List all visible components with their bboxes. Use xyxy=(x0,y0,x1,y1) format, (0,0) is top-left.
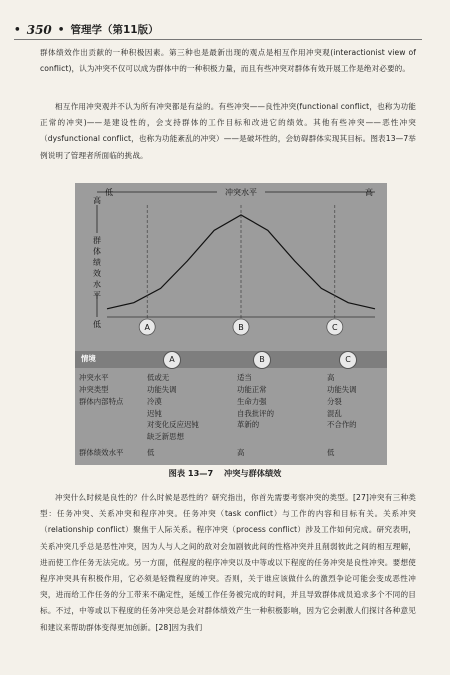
cell-a-performance-level: 低 xyxy=(147,448,155,457)
y-axis-high-label: 高 xyxy=(93,196,101,205)
x-axis-high-label: 高 xyxy=(365,188,373,197)
y-axis-label-char: 绩 xyxy=(93,258,101,267)
x-axis-label: 冲突水平 xyxy=(225,188,257,197)
page-header xyxy=(14,22,159,37)
cell-b-group-characteristics: 生命力强 自我批评的 革新的 xyxy=(237,397,274,429)
cell-c-conflict-type: 功能失调 xyxy=(327,385,357,394)
book-title: 管理学（第11版） xyxy=(70,24,159,36)
row-label-performance-level: 群体绩效水平 xyxy=(79,448,124,457)
cell-a-conflict-type: 功能失调 xyxy=(147,385,177,394)
figure-13-7 xyxy=(75,183,387,465)
cell-a-conflict-level: 低或无 xyxy=(147,373,170,382)
y-axis-label-char: 群 xyxy=(93,236,101,245)
y-axis-label-char: 效 xyxy=(93,269,101,278)
y-axis-label-char: 平 xyxy=(93,291,101,300)
y-axis-low-label: 低 xyxy=(93,320,101,329)
cell-b-conflict-type: 功能正常 xyxy=(237,385,267,394)
table-header-col-a: A xyxy=(163,351,181,369)
header-bullet-right: • xyxy=(57,23,65,36)
conflict-performance-chart xyxy=(75,183,387,351)
cell-c-group-characteristics: 分裂 混乱 不合作的 xyxy=(327,397,357,429)
paragraph-1: 群体绩效作出贡献的一种积极因素。第三种也是最新出现的观点是相互作用冲突观(interactionist view of conflict)，认为冲突不仅可以成为群体中的一种积极力量，而且有些冲突对群体有效开展工作是绝对必要的。 xyxy=(40,48,416,74)
y-axis-label-char: 体 xyxy=(93,247,101,256)
y-axis-label-char: 水 xyxy=(93,280,101,289)
cell-a-group-characteristics: 冷漠 迟钝 对变化反应迟钝 缺乏新思想 xyxy=(147,397,199,441)
header-rule xyxy=(14,39,422,40)
header-bullet-left: • xyxy=(14,23,21,36)
cell-c-conflict-level: 高 xyxy=(327,373,335,382)
situation-table xyxy=(75,351,387,461)
point-label: A xyxy=(144,323,150,332)
paragraph-2: 相互作用冲突观并不认为所有冲突都是有益的。有些冲突——良性冲突(functional conflict，也称为功能正常的冲突)——是建设性的，会支持群体的工作目标和改进它的绩效。其他有些冲突——恶性冲突（dysfunctional conflict，也称为功能紊乱的冲突）——是破坏性的，会妨碍群体实现其目标。图表13—7举例说明了管理者所面临的挑战。 xyxy=(40,102,416,160)
table-header-col-c: C xyxy=(339,351,357,369)
x-axis-low-label: 低 xyxy=(105,188,113,197)
row-label-group-characteristics: 群体内部特点 xyxy=(79,397,124,406)
table-header-col-b: B xyxy=(253,351,271,369)
figure-caption xyxy=(0,468,450,479)
table-header-label: 情境 xyxy=(81,354,96,363)
row-label-conflict-level: 冲突水平 xyxy=(79,373,109,382)
point-label: C xyxy=(332,323,338,332)
caption-title: 冲突与群体绩效 xyxy=(224,468,282,478)
point-label: B xyxy=(238,323,244,332)
row-label-conflict-type: 冲突类型 xyxy=(79,385,109,394)
cell-b-conflict-level: 适当 xyxy=(237,373,252,382)
paragraph-3: 冲突什么时候是良性的？什么时候是恶性的？研究指出，你首先需要考察冲突的类型。[27]冲突有三种类型：任务冲突、关系冲突和程序冲突。任务冲突（task conflict）与工作的内容和目标有关。关系冲突（relationship conflict）聚焦于人际关系。程序冲突（process conflict）涉及工作如何完成。研究表明，关系冲突几乎总是恶性冲突，因为人与人之间的敌对会加剧彼此间的性格冲突并且削弱彼此之间的相互理解，进而使工作任务无法完成。另一方面，低程度的程序冲突以及中等或以下程度的任务冲突是良性冲突。要想使程序冲突具有积极作用，它必须是轻微程度的冲突。否则，关于谁应该做什么的激烈争论可能会变成恶性冲突，进而给工作任务的分工带来不确定性，延缓工作任务被完成的时间，并且导致群体成员追求多个不同的目标。不过，中等或以下程度的任务冲突总是会对群体绩效产生一种积极影响，因为它会刺激人们探讨各种意见和建议来帮助群体变得更加创新。[28]因为我们 xyxy=(40,493,416,632)
caption-label: 图表 13—7 xyxy=(168,468,214,478)
cell-c-performance-level: 低 xyxy=(327,448,335,457)
cell-b-performance-level: 高 xyxy=(237,448,245,457)
page-number: 350 xyxy=(26,22,52,37)
